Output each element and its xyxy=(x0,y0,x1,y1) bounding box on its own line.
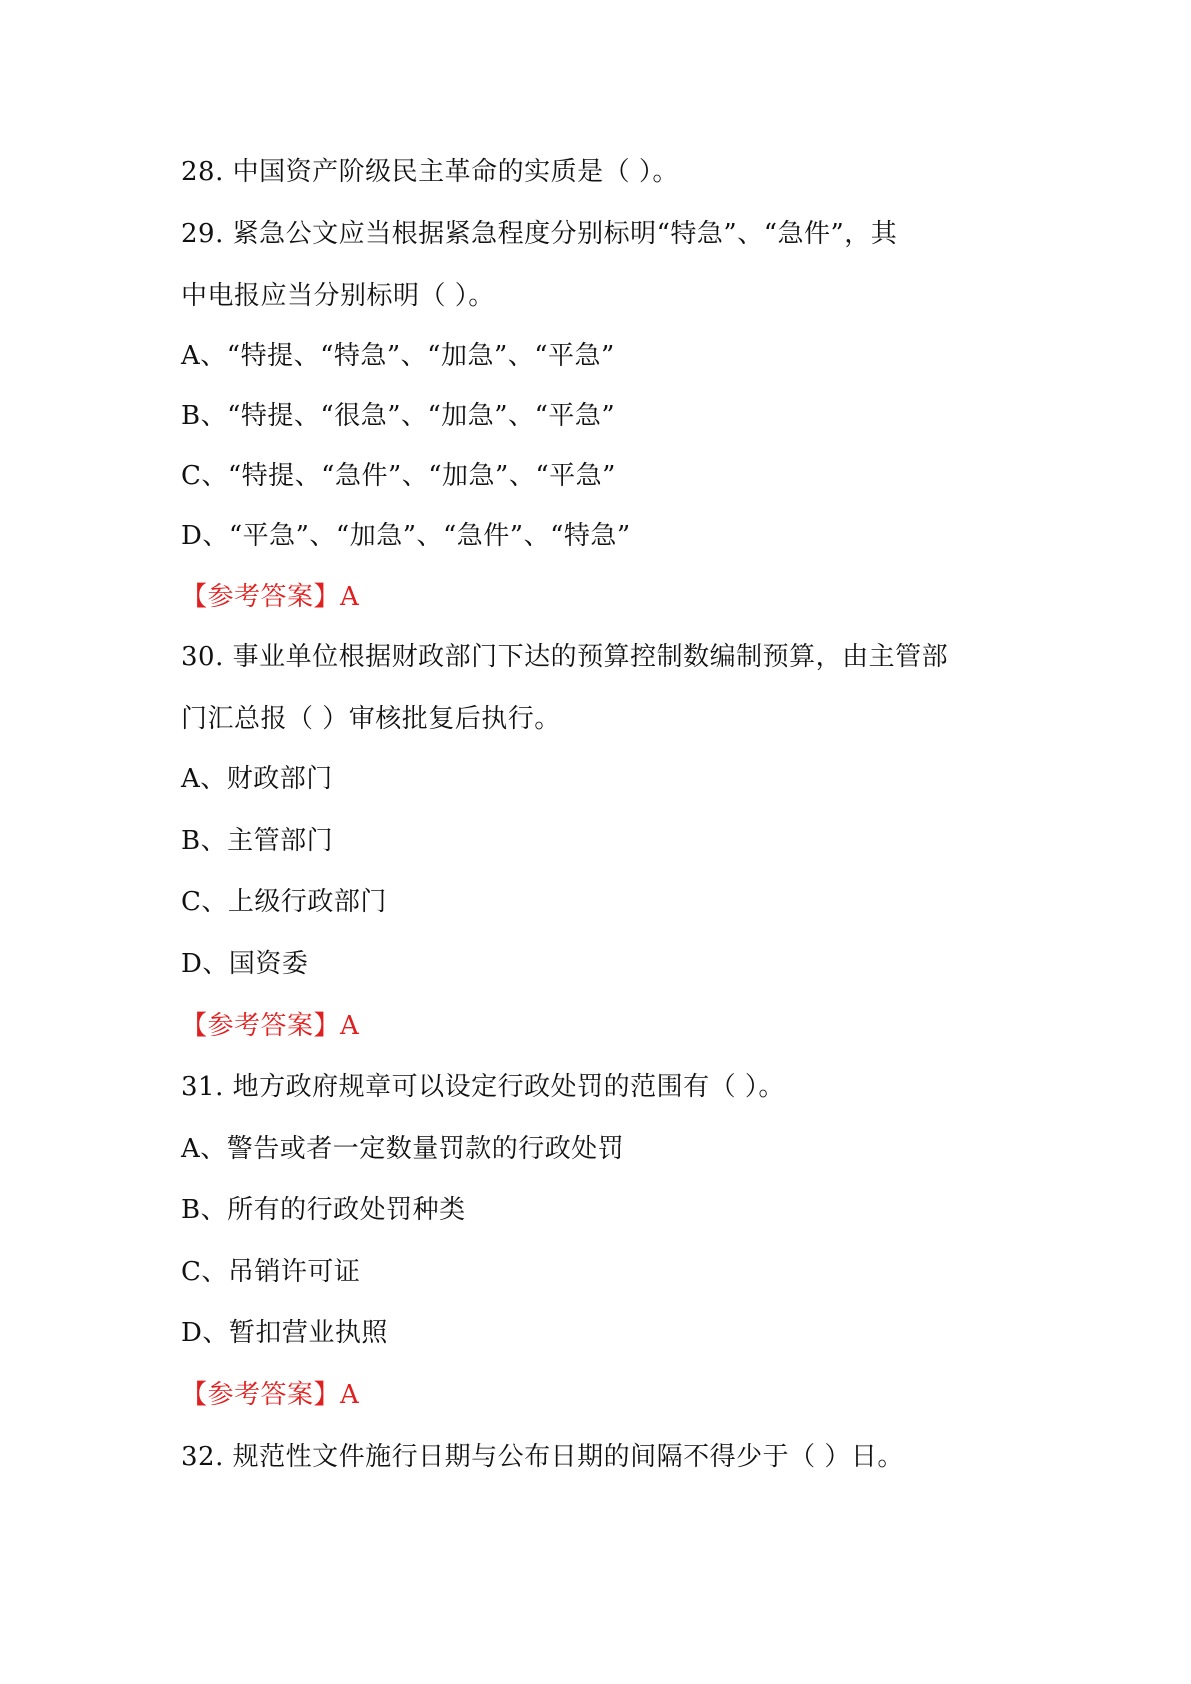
question-29-answer: 【参考答案】A xyxy=(181,582,360,612)
question-30-option-a: A、财政部门 xyxy=(181,764,333,794)
question-31-option-d: D、暂扣营业执照 xyxy=(181,1318,388,1348)
question-31-option-a: A、警告或者一定数量罚款的行政处罚 xyxy=(181,1134,625,1164)
question-30-option-b: B、主管部门 xyxy=(181,826,334,856)
question-29-stem-line-1: 29. 紧急公文应当根据紧急程度分别标明“特急”、“急件”，其 xyxy=(181,219,898,249)
question-30-option-d: D、国资委 xyxy=(181,949,309,979)
question-30-answer: 【参考答案】A xyxy=(181,1011,360,1041)
question-29-option-b: B、“特提、“很急”、“加急”、“平急” xyxy=(181,401,616,431)
question-29-option-a: A、“特提、“特急”、“加急”、“平急” xyxy=(181,341,615,371)
question-28-stem: 28. 中国资产阶级民主革命的实质是（ ）。 xyxy=(181,157,679,187)
question-30-stem-line-2: 门汇总报（ ）审核批复后执行。 xyxy=(181,704,561,734)
question-31-stem: 31. 地方政府规章可以设定行政处罚的范围有（ ）。 xyxy=(181,1072,785,1102)
question-31-option-c: C、吊销许可证 xyxy=(181,1257,361,1287)
question-32-stem: 32. 规范性文件施行日期与公布日期的间隔不得少于（ ）日。 xyxy=(181,1442,904,1472)
question-29-stem-line-2: 中电报应当分别标明（ ）。 xyxy=(181,281,495,311)
question-29-option-c: C、“特提、“急件”、“加急”、“平急” xyxy=(181,461,616,491)
question-31-answer: 【参考答案】A xyxy=(181,1380,360,1410)
question-31-option-b: B、所有的行政处罚种类 xyxy=(181,1195,466,1225)
question-30-option-c: C、上级行政部门 xyxy=(181,887,387,917)
question-29-option-d: D、“平急”、“加急”、“急件”、“特急” xyxy=(181,521,631,551)
question-30-stem-line-1: 30. 事业单位根据财政部门下达的预算控制数编制预算，由主管部 xyxy=(181,642,949,672)
